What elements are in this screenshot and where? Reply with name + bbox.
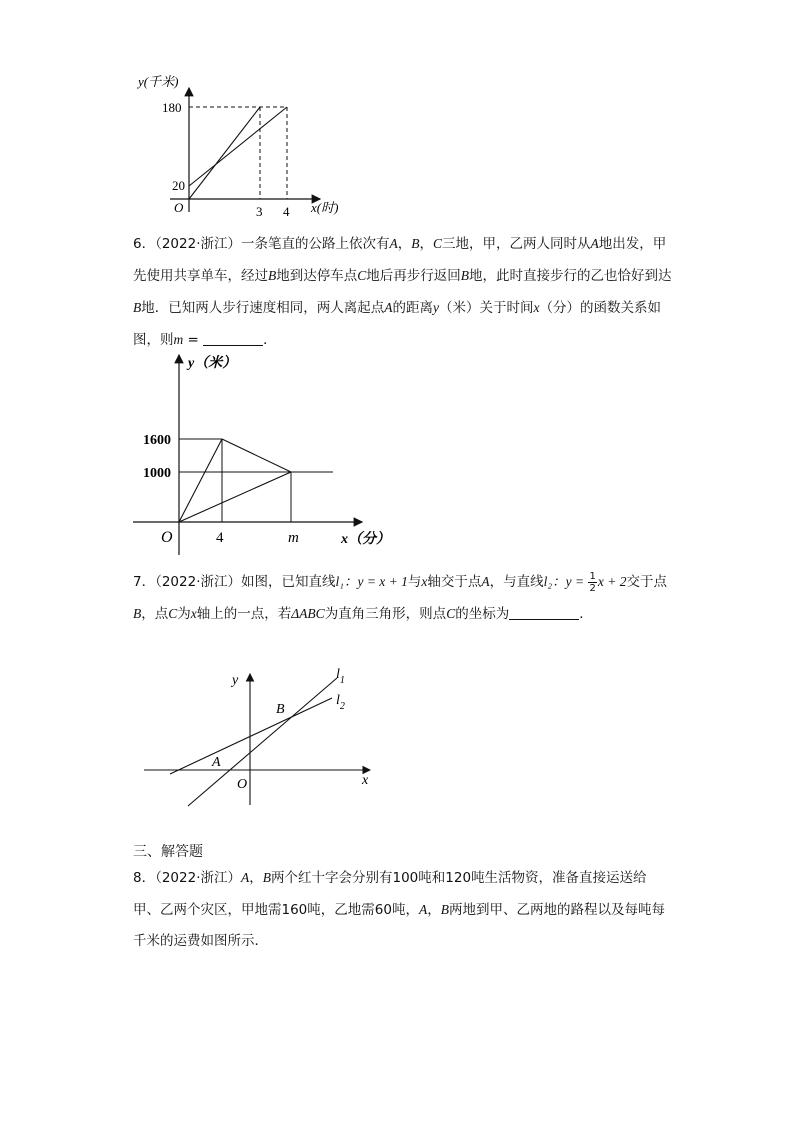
fig3-origin: O: [237, 777, 248, 792]
figure-1-distance-time-graph: [138, 70, 360, 220]
fig3-x-label: x: [362, 773, 369, 788]
fig3-line-l1: [188, 678, 337, 806]
q8-source: （2022·浙江）: [155, 870, 241, 886]
question-6: 6．（2022·浙江）一条笔直的公路上依次有A，B，C三地，甲，乙两人同时从A地出发，甲先使用共享单车，经过B地到达停车点C地后再步行返回B地，此时直接步行的乙也恰好到达B地．已知两人步行速度相同，两人离起点A的距离y（米）关于时间x（分）的函数关系如图，则m = ．: [133, 236, 672, 348]
fig3-point-a: A: [212, 755, 221, 770]
fig1-x-tick-3: 3: [256, 204, 263, 219]
fig2-walk-yi: [179, 472, 291, 522]
fig1-origin: O: [174, 200, 184, 215]
q6-source: （2022·浙江）: [155, 236, 241, 252]
fig3-label-l2: $l_2$: [336, 693, 345, 712]
fig2-y-tick-1000: 1000: [143, 466, 171, 481]
q7-fraction-half: $\frac{1}{2}$: [589, 570, 596, 594]
fig2-x-label: x（分）: [341, 532, 390, 547]
q7-number: 7．: [133, 574, 156, 590]
fig1-y-label: y(千米): [138, 74, 179, 89]
fig3-point-b: B: [276, 702, 285, 717]
fig2-x-tick-m: m: [288, 530, 299, 546]
question-7: 7．（2022·浙江）如图，已知直线l₁：y = x + 1与x轴交于点A，与直线l₂：y = $\frac{1}{2}$ x + 2交于点B，点C为x轴上的一点，若ΔABC为直角三角形，则点C的坐标为 ．: [133, 570, 667, 622]
fig2-bike-ride: [179, 439, 222, 522]
question-8: 8．（2022·浙江）A，B两个红十字会分别有100吨和120吨生活物资，准备直接运送给甲、乙两个灾区，甲地需160吨，乙地需60吨，A，B两地到甲、乙两地的路程以及每吨每千米的运费如图所示．: [133, 870, 665, 949]
figure-3-lines-graph: [140, 660, 380, 810]
fig2-y-tick-1600: 1600: [143, 433, 171, 448]
fig3-y-label: y: [232, 673, 239, 688]
fig3-line-l2: [170, 698, 332, 774]
fig1-x-label: x(时): [311, 200, 339, 215]
fig3-label-l1: $l_1$: [336, 667, 345, 686]
fig1-x-tick-4: 4: [283, 204, 290, 219]
fig1-y-tick-180: 180: [162, 100, 182, 115]
q7-answer-blank[interactable]: [509, 605, 579, 620]
fig2-origin: O: [161, 529, 173, 546]
fig1-line-steep: [189, 107, 260, 199]
q6-number: 6．: [133, 236, 156, 252]
fig2-y-label: y（米）: [188, 356, 237, 371]
q6-answer-blank[interactable]: [203, 331, 263, 346]
q7-source: （2022·浙江）: [155, 574, 241, 590]
fig1-y-tick-20: 20: [172, 178, 185, 193]
figure-2-distance-time-graph: [130, 350, 400, 555]
fig2-walk-back: [222, 439, 291, 472]
fig1-line-shallow: [189, 107, 287, 186]
section-heading: 三、解答题: [133, 844, 203, 860]
fig2-x-tick-4: 4: [216, 530, 224, 546]
q8-number: 8．: [133, 870, 156, 886]
